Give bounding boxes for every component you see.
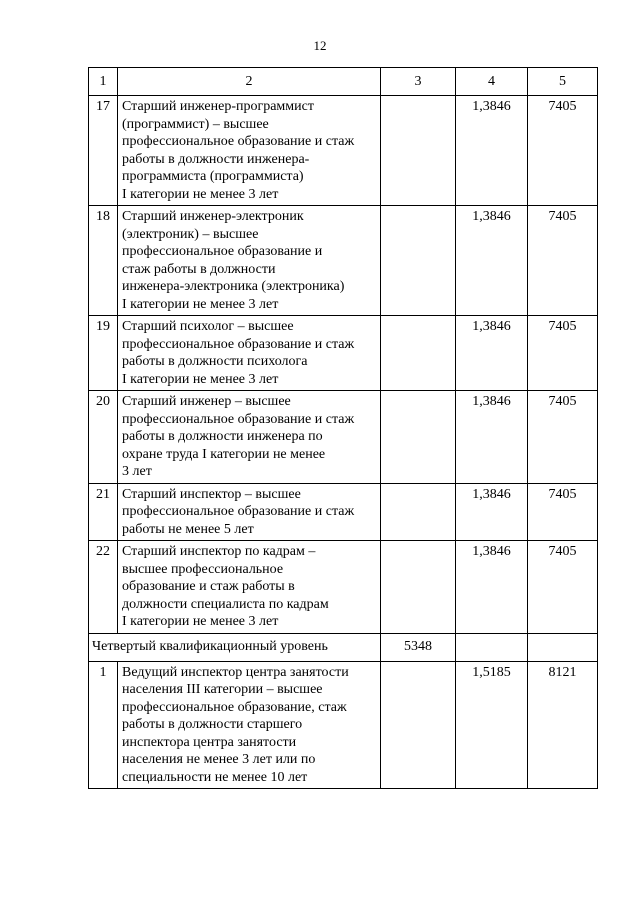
- salary-cell: 7405: [528, 96, 598, 206]
- salary-cell: 7405: [528, 316, 598, 391]
- description-line: I категории не менее 3 лет: [122, 371, 279, 387]
- row-number: 17: [89, 96, 118, 206]
- description-line: Старший инженер-электроник: [122, 209, 304, 224]
- description-line: работы в должности старшего: [122, 717, 303, 732]
- qualification-level-title: Четвертый квалификационный уровень: [89, 633, 381, 661]
- salary-cell: 8121: [528, 661, 598, 789]
- description-line: охране труда I категории не менее: [122, 446, 326, 462]
- description-line: стаж работы в должности: [122, 261, 276, 277]
- description-line: (программист) – высшее: [122, 116, 269, 132]
- description-line: высшее профессиональное: [122, 561, 284, 577]
- description-line: 3 лет: [122, 464, 152, 479]
- column-3-cell: [381, 541, 456, 634]
- column-3-cell: [381, 316, 456, 391]
- description-line: Старший инженер-программист: [122, 99, 314, 114]
- description-line: профессиональное образование и: [122, 244, 323, 259]
- description-line: профессиональное образование и стаж: [122, 411, 355, 427]
- row-number: 22: [89, 541, 118, 634]
- column-3-cell: [381, 206, 456, 316]
- description-line: Старший инженер – высшее: [122, 394, 291, 409]
- position-description: [118, 541, 381, 634]
- description-line: населения не менее 3 лет или по: [122, 752, 316, 767]
- coefficient-cell: 1,3846: [456, 391, 528, 484]
- column-3-cell: [381, 483, 456, 541]
- description-line: населения III категории – высшее: [122, 682, 323, 697]
- description-line: Ведущий инспектор центра занятости: [122, 664, 349, 680]
- description-line: должности специалиста по кадрам: [122, 596, 329, 612]
- header-cell: 2: [118, 68, 381, 96]
- table-row: [89, 541, 598, 634]
- description-line: Старший психолог – высшее: [122, 319, 294, 334]
- description-line: образование и стаж работы в: [122, 579, 295, 594]
- description-line: I категории не менее 3 лет: [122, 186, 279, 202]
- empty-cell: [456, 633, 528, 661]
- salary-cell: 7405: [528, 541, 598, 634]
- description-line: I категории не менее 3 лет: [122, 296, 279, 312]
- description-line: работы в должности инженера по: [122, 429, 323, 444]
- description-line: (электроник) – высшее: [122, 226, 259, 242]
- description-line: программиста (программиста): [122, 169, 304, 184]
- table-row: [89, 316, 598, 391]
- description-line: инженера-электроника (электроника): [122, 279, 345, 294]
- salary-cell: 7405: [528, 206, 598, 316]
- description-line: Старший инспектор – высшее: [122, 486, 301, 502]
- row-number: 20: [89, 391, 118, 484]
- table-row: [89, 483, 598, 541]
- empty-cell: [528, 633, 598, 661]
- table-body: [89, 68, 598, 789]
- position-description: [118, 391, 381, 484]
- header-cell: 3: [381, 68, 456, 96]
- coefficient-cell: 1,5185: [456, 661, 528, 789]
- coefficient-cell: 1,3846: [456, 206, 528, 316]
- position-description: [118, 483, 381, 541]
- description-line: специальности не менее 10 лет: [122, 769, 308, 785]
- coefficient-cell: 1,3846: [456, 316, 528, 391]
- coefficient-cell: 1,3846: [456, 541, 528, 634]
- coefficient-cell: 1,3846: [456, 96, 528, 206]
- row-number: 18: [89, 206, 118, 316]
- description-line: работы не менее 5 лет: [122, 521, 254, 537]
- header-cell: 5: [528, 68, 598, 96]
- description-line: работы в должности психолога: [122, 354, 308, 369]
- description-line: I категории не менее 3 лет: [122, 614, 279, 629]
- description-line: работы в должности инженера-: [122, 151, 310, 167]
- table-row: [89, 96, 598, 206]
- page-number: 12: [313, 38, 327, 53]
- description-line: Старший инспектор по кадрам –: [122, 544, 316, 559]
- salary-cell: 7405: [528, 391, 598, 484]
- qualification-level-row: [89, 633, 598, 661]
- salary-table: [88, 67, 598, 789]
- position-description: [118, 661, 381, 789]
- description-line: профессиональное образование, стаж: [122, 699, 347, 715]
- coefficient-cell: 1,3846: [456, 483, 528, 541]
- header-cell: 1: [89, 68, 118, 96]
- salary-cell: 7405: [528, 483, 598, 541]
- table-header-row: [89, 68, 598, 96]
- column-3-cell: [381, 661, 456, 789]
- position-description: [118, 206, 381, 316]
- header-cell: 4: [456, 68, 528, 96]
- row-number: 21: [89, 483, 118, 541]
- table-row: [89, 206, 598, 316]
- description-line: профессиональное образование и стаж: [122, 504, 355, 519]
- description-line: профессиональное образование и стаж: [122, 336, 355, 352]
- row-number: 1: [89, 661, 118, 789]
- description-line: профессиональное образование и стаж: [122, 134, 355, 149]
- row-number: 19: [89, 316, 118, 391]
- column-3-cell: [381, 391, 456, 484]
- table-row: [89, 391, 598, 484]
- column-3-cell: [381, 96, 456, 206]
- description-line: инспектора центра занятости: [122, 734, 297, 750]
- table-row: [89, 661, 598, 789]
- qualification-level-salary: 5348: [381, 633, 456, 661]
- position-description: [118, 316, 381, 391]
- position-description: [118, 96, 381, 206]
